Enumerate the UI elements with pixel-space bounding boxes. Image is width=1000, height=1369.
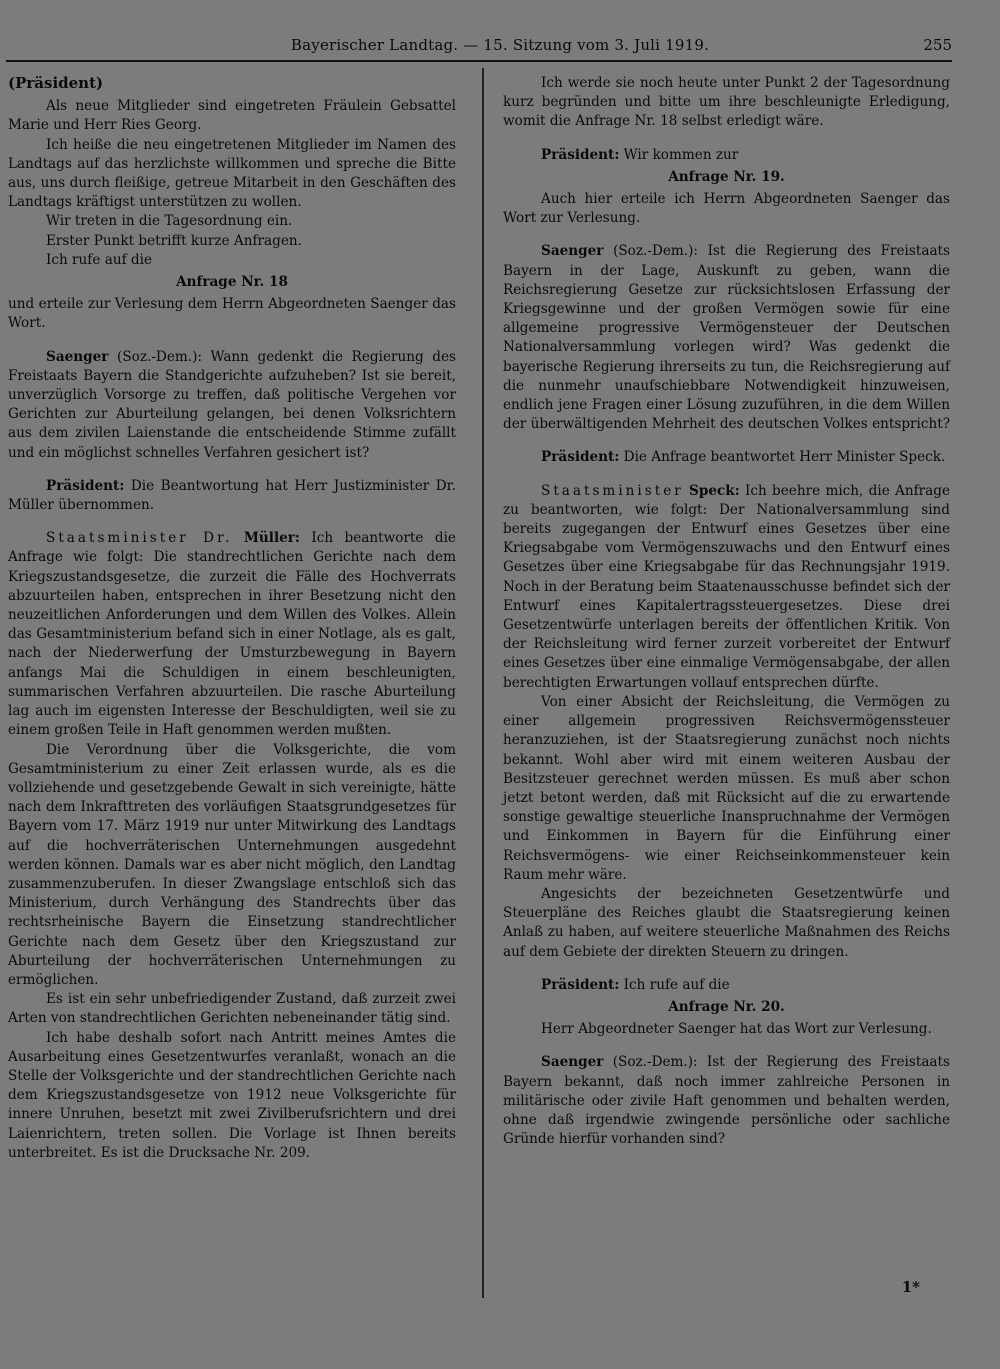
speaker-name: Präsident: xyxy=(541,976,620,993)
speech xyxy=(8,529,456,740)
speaker-name: Saenger xyxy=(46,348,109,365)
paragraph: Die Verordnung über die Volksgerichte, die vom Gesamtministerium zu einer Zeit erlassen wurde, als es die vollziehende und gesetzgebende Gewalt in sich vereinigte, hätte nach dem Inkrafttreten des vorläufigen Staatsgrundgesetzes für Bayern vom 17. März 1919 nur unter Mitwirkung des Landtags auf die hochverräterischen Unternehmungen ausgedehnt werden können. Damals war es aber nicht möglich, den Landtag zusammenzuberufen. In dieser Zwangslage entschloß sich das Ministerium, durch Verhängung des Standrechts über das rechtsrheinische Bayern die Einsetzung standrechtlicher Gerichte nach dem Gesetz über den Kriegszustand zur Aburteilung der hochverräterischen Unternehmungen zu ermöglichen. xyxy=(8,741,456,988)
signature-mark: 1* xyxy=(901,1278,920,1296)
speaker-name: Speck: xyxy=(689,482,740,499)
speaker-name: Saenger xyxy=(541,1054,604,1071)
speaker-name: Präsident: xyxy=(541,146,620,163)
section-title: Anfrage Nr. 19. xyxy=(668,168,785,185)
speaker-name: Saenger xyxy=(541,243,604,260)
speech-text: Ist der Regierung des Freistaats Bayern bekannt, daß noch immer zahlreiche Personen in militärische oder zivile Haft genommen und behalten werden, ohne daß irgendwie zwingende persönliche oder sachliche Gründe hierfür vorhanden sind? xyxy=(503,1054,950,1148)
speech-text: Wir kommen zur xyxy=(623,146,739,163)
speech-text: Ich rufe auf die xyxy=(623,976,730,993)
paragraph: Angesichts der bezeichneten Gesetzentwürfe und Steuerpläne des Reiches glaubt die Staatsregierung keinen Anlaß zu haben, auf weitere steuerliche Maßnahmen des Reichs auf dem Gebiete der direkten Steuern zu dringen. xyxy=(503,885,950,960)
paragraph: Es ist ein sehr unbefriedigender Zustand, daß zurzeit zwei Arten von standrechtlichen Gerichten nebeneinander tätig sind. xyxy=(8,991,456,1027)
speaker-role: Staatsminister Dr. xyxy=(46,530,233,547)
speech xyxy=(503,1053,950,1149)
section-title: Anfrage Nr. 20. xyxy=(668,998,785,1015)
column-divider xyxy=(482,68,484,1298)
header-rule xyxy=(6,60,952,62)
paragraph: Erster Punkt betrifft kurze Anfragen. xyxy=(46,232,302,249)
paragraph: und erteile zur Verlesung dem Herrn Abgeordneten Saenger das Wort. xyxy=(8,296,456,332)
paragraph: Ich habe deshalb sofort nach Antritt meines Amtes die Ausarbeitung eines Gesetzentwurfes veranlaßt, wonach an die Stelle der Volksgerichte und der standrechtlichen Gerichte nach dem Kriegszustandsgesetze von 1912 neue Volksgerichte für innere Unruhen, besetzt mit zwei Zivilberufsrichtern und drei Laienrichtern, treten sollen. Die Vorlage ist Ihnen bereits unterbreitet. Es ist die Drucksache Nr. 209. xyxy=(8,1029,456,1161)
speech xyxy=(8,477,456,515)
speech-text: Ich beantworte die Anfrage wie folgt: Die standrechtlichen Gerichte nach dem Kriegszustandsgesetze, die zurzeit die Fälle des Hochverrats abzuurteilen haben, entsprechen in ihrer Besetzung nicht den neuzeitlichen Anforderungen und dem Willen des Volkes. Allein das Gesamtministerium befand sich in einer Notlage, als es galt, nach der Niederwerfung der Umsturzbewegung in Bayern anfangs Mai die Schuldigen in einem beschleunigten, summarischen Verfahren abzuurteilen. Die rasche Aburteilung lag auch im eigensten Interesse der Beschuldigten, weil sie zu einem großen Teile in Haft genommen werden mußten. xyxy=(8,530,456,739)
speech xyxy=(503,482,950,693)
speech-text: Wann gedenkt die Regierung des Freistaats Bayern die Standgerichte aufzuheben? Ist sie bereit, unverzüglich Vorsorge zu treffen, daß politische Vergehen vor Gerichten zur Aburteilung gelangen, bei denen Volksrichtern aus dem zivilen Laienstande die entscheidende Stimme zufällt und ein möglichst schnelles Verfahren gesichert ist? xyxy=(8,348,456,461)
speaker-role: Staatsminister xyxy=(541,482,684,499)
section-title: Anfrage Nr. 18 xyxy=(176,274,288,291)
page-header xyxy=(0,33,1000,57)
speech-text: Ist die Regierung des Freistaats Bayern in der Lage, Auskunft zu geben, wann die Reichsregierung Gesetze zur rücksichtslosen Erfassung der Kriegsgewinne und der großen Vermögen sowie für eine allgemeine progressive Vermögensteuer der Deutschen Nationalversammlung vorlegen wird? Was gedenkt die bayerische Regierung ihrerseits zu tun, die Reichsregierung auf die nunmehr unaufschiebbare Notwendigkeit hinzuweisen, endlich jene Fragen einer Lösung zuzuführen, in die dem Willen der überwältigenden Mehrheit des deutschen Volkes entspricht? xyxy=(503,243,950,433)
speech-text: Die Beantwortung hat Herr Justizminister Dr. Müller übernommen. xyxy=(8,477,456,514)
paragraph: Als neue Mitglieder sind eingetreten Fräulein Gebsattel Marie und Herr Ries Georg. xyxy=(8,98,456,134)
speech xyxy=(8,348,456,463)
speaker-name: Müller: xyxy=(243,530,300,547)
speaker-party: (Soz.-Dem.): xyxy=(117,348,202,365)
right-column xyxy=(503,74,950,1149)
speech-text: Ich beehre mich, die Anfrage zu beantworten, wie folgt: Der Nationalversammlung sind bereits zugegangen der Entwurf eines Gesetzes über eine Kriegsabgabe vom Vermögenszuwachs und den Entwurf eines Gesetzes über eine Kriegsabgabe für das Rechnungsjahr 1919. Noch in der Beratung beim Staatenausschusse befindet sich der Entwurf eines Kapitalertragssteuergesetzes. Diese drei Gesetzentwürfe unterlagen bereits der öffentlichen Kritik. Von der Reichsleitung wird ferner zurzeit vorbereitet der Entwurf eines Gesetzes über eine einmalige Vermögensabgabe, der allen berechtigten Erwartungen vollauf entsprechen dürfte. xyxy=(503,482,950,691)
speaker-party: (Soz.-Dem.): xyxy=(613,243,698,260)
speaker-heading: (Präsident) xyxy=(8,74,104,92)
paragraph: Wir treten in die Tagesordnung ein. xyxy=(46,213,293,230)
speech-text: Die Anfrage beantwortet Herr Minister Speck. xyxy=(623,449,946,466)
paragraph: Ich heiße die neu eingetretenen Mitglieder im Namen des Landtags auf das herzlichste willkommen und spreche die Bitte aus, uns durch fleißige, getreue Mitarbeit in den Geschäften des Landtags kräftigst unterstützen zu wollen. xyxy=(8,136,456,211)
paragraph: Ich rufe auf die xyxy=(46,251,153,268)
speech xyxy=(503,146,950,165)
speech xyxy=(503,242,950,434)
paragraph: Herr Abgeordneter Saenger hat das Wort zur Verlesung. xyxy=(541,1021,932,1038)
speaker-name: Präsident: xyxy=(541,449,620,466)
speech xyxy=(503,976,950,995)
speech xyxy=(503,448,950,467)
running-title: Bayerischer Landtag. — 15. Sitzung vom 3. Juli 1919. xyxy=(290,36,710,54)
paragraph: Ich werde sie noch heute unter Punkt 2 der Tagesordnung kurz begründen und bitte um ihre beschleunigte Erledigung, womit die Anfrage Nr. 18 selbst erledigt wäre. xyxy=(503,75,950,130)
paragraph: Auch hier erteile ich Herrn Abgeordneten Saenger das Wort zur Verlesung. xyxy=(503,191,950,227)
speaker-name: Präsident: xyxy=(46,477,125,494)
speaker-party: (Soz.-Dem.): xyxy=(612,1054,698,1071)
left-column xyxy=(8,74,456,1163)
paragraph: Von einer Absicht der Reichsleitung, die Vermögen zu einer allgemein progressiven Reichsvermögenssteuer heranzuziehen, ist der Staatsregierung zunächst noch nichts bekannt. Wohl aber wird mit einem weiteren Ausbau der Besitzsteuer gerechnet werden müssen. Es muß aber schon jetzt betont werden, daß mit Rücksicht auf die zu erwartende sonstige gewaltige steuerliche Inanspruchnahme der Vermögen und Einkommen in Bayern für die Einführung einer Reichsvermögens- wie einer Reichseinkommensteuer kein Raum mehr wäre. xyxy=(503,693,950,883)
page-number: 255 xyxy=(923,36,952,54)
